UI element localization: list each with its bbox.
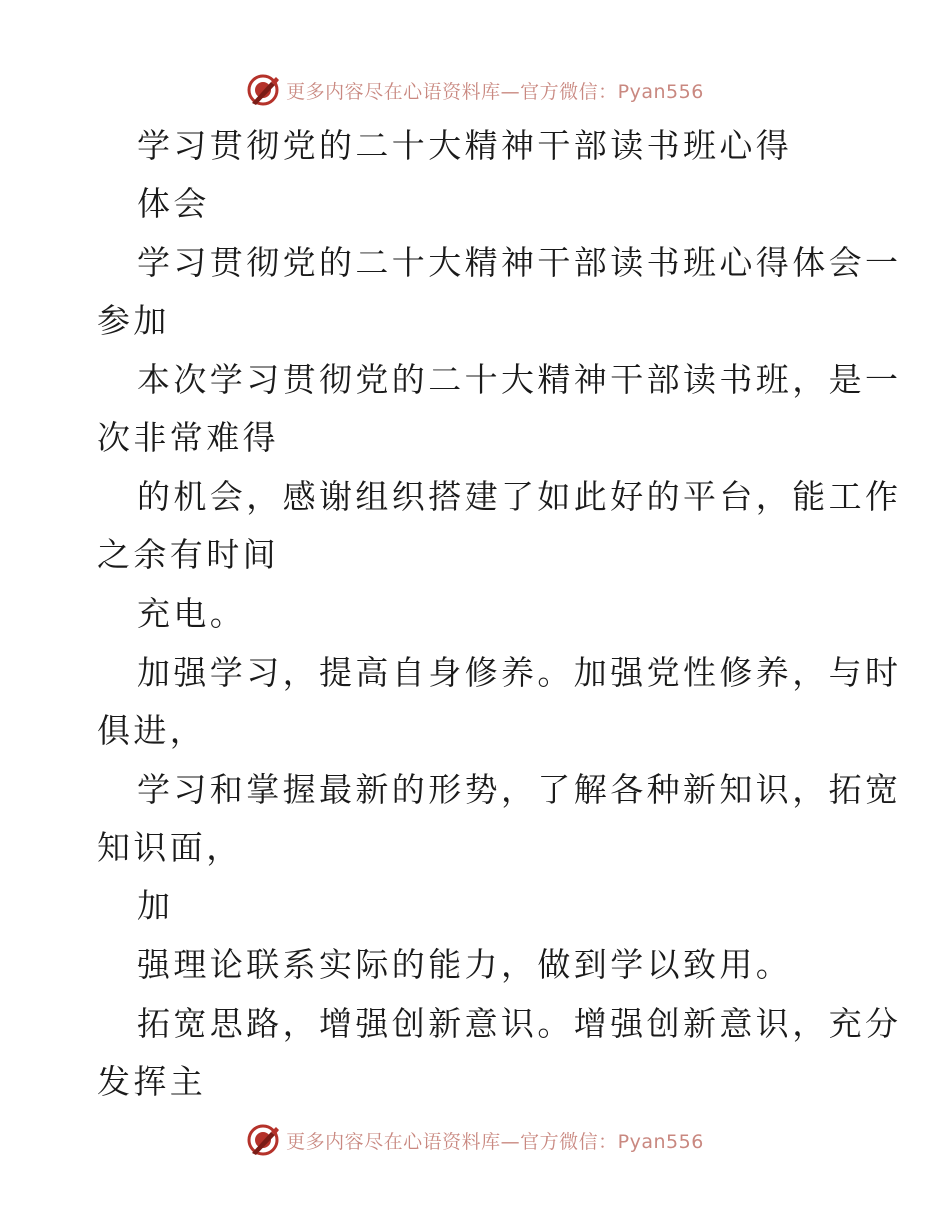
text-line: 充电。 (137, 594, 247, 633)
header-banner-text: 更多内容尽在心语资料库—官方微信：Pyan556 (286, 80, 704, 103)
text-line: 加强学习，提高自身修养。加强党性修养，与时 (137, 653, 902, 692)
text-line: 学习贯彻党的二十大精神干部读书班心得 (137, 126, 793, 165)
text-line: 加 (137, 886, 174, 925)
text-line: 俱进， (97, 711, 207, 750)
text-line: 参加 (97, 301, 170, 340)
text-line: 知识面， (97, 828, 243, 867)
text-line: 学习贯彻党的二十大精神干部读书班心得体会一 (137, 243, 902, 282)
text-line: 拓宽思路，增强创新意识。增强创新意识，充分 (137, 1004, 902, 1043)
text-line: 体会 (137, 184, 210, 223)
text-line: 的机会，感谢组织搭建了如此好的平台，能工作 (137, 477, 902, 516)
text-line: 本次学习贯彻党的二十大精神干部读书班，是一 (137, 360, 902, 399)
footer-banner (0, 1120, 950, 1160)
pen-seal-logo-icon (246, 1123, 280, 1157)
footer-banner-text: 更多内容尽在心语资料库—官方微信：Pyan556 (286, 1130, 704, 1153)
text-line: 强理论联系实际的能力，做到学以致用。 (137, 945, 793, 984)
text-line: 次非常难得 (97, 418, 279, 457)
header-banner (0, 70, 950, 110)
pen-seal-logo-icon (246, 73, 280, 107)
text-line: 学习和掌握最新的形势，了解各种新知识，拓宽 (137, 770, 902, 809)
text-line: 发挥主 (97, 1062, 207, 1101)
text-line: 之余有时间 (97, 535, 279, 574)
